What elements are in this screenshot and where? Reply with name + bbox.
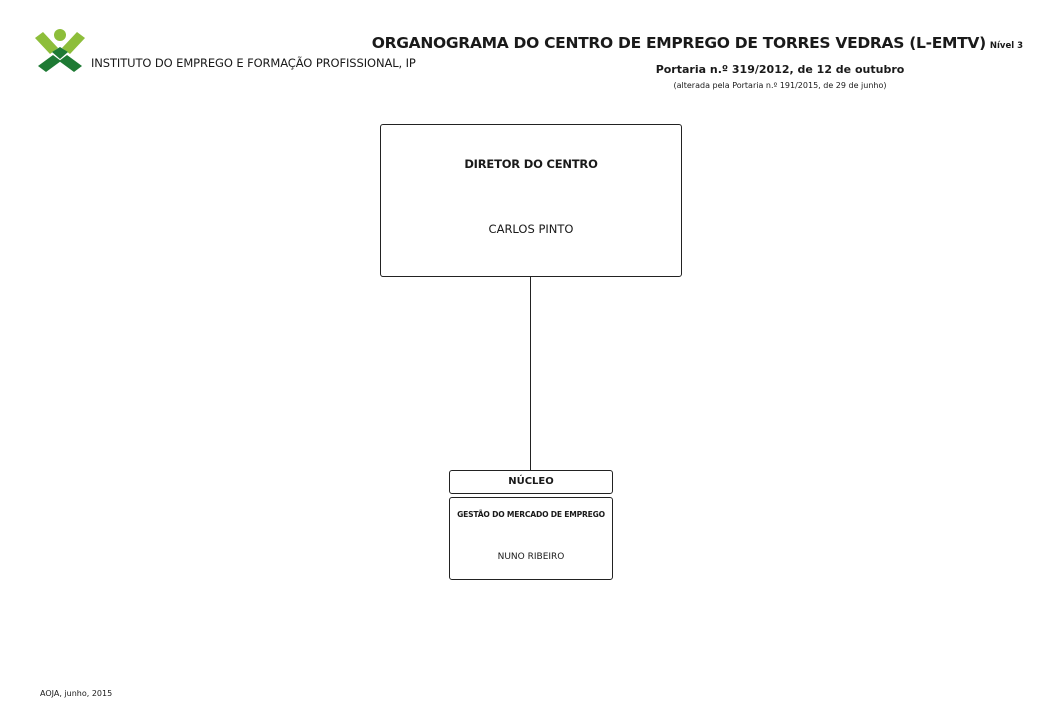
unit-name: GESTÃO DO MERCADO DE EMPREGO <box>457 510 605 519</box>
page-title: ORGANOGRAMA DO CENTRO DE EMPREGO DE TORRES VEDRAS (L-EMTV) <box>371 34 986 52</box>
connector-line <box>530 277 531 470</box>
level-label: Nível 3 <box>989 41 1023 51</box>
nucleo-label: NÚCLEO <box>508 476 554 487</box>
nucleo-header-box <box>449 470 613 494</box>
organization-name: INSTITUTO DO EMPREGO E FORMAÇÃO PROFISSIONAL, IP <box>91 56 416 70</box>
amendment-note: (alterada pela Portaria n.º 191/2015, de 29 de junho) <box>673 81 887 90</box>
director-box <box>380 124 682 277</box>
director-role: DIRETOR DO CENTRO <box>464 157 598 171</box>
footer-text: AOJA, junho, 2015 <box>40 689 113 698</box>
director-name: CARLOS PINTO <box>488 222 574 236</box>
unit-box <box>449 497 613 580</box>
unit-head-name: NUNO RIBEIRO <box>497 552 565 562</box>
iefp-logo-icon <box>34 28 86 74</box>
title-line <box>372 33 1023 52</box>
legal-reference: Portaria n.º 319/2012, de 12 de outubro <box>655 63 905 76</box>
